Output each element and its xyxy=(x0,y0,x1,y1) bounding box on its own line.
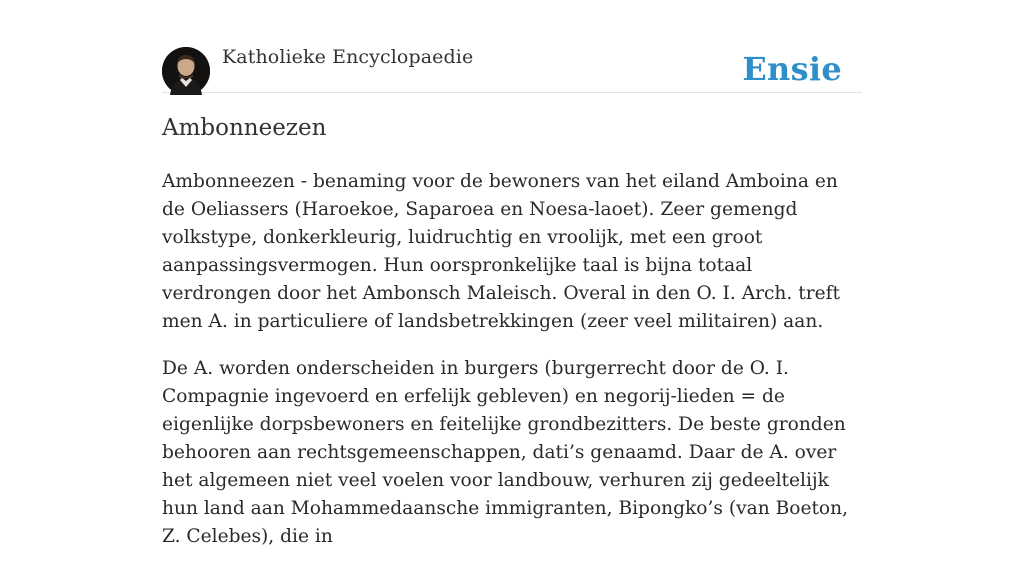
brand-logo[interactable]: Ensie xyxy=(742,50,842,88)
source-title[interactable]: Katholieke Encyclopaedie xyxy=(222,46,474,68)
article-paragraph: De A. worden onderscheiden in burgers (burgerrecht door de O. I. Compagnie ingevoerd en erfelijk gebleven) en negorij-lieden = de eigenlijke dorpsbewoners en feitelijke grondbezitters. De beste gronden behooren aan rechtsgemeenschappen, dati’s genaamd. Daar de A. over het algemeen niet veel voelen voor landbouw, verhuren zij gedeeltelijk hun land aan Mohammedaansche immigranten, Bipongko’s (van Boeton, Z. Celebes), die in xyxy=(162,358,848,547)
article-body xyxy=(162,168,862,570)
site-header xyxy=(162,0,862,93)
article-title: Ambonneezen xyxy=(162,115,327,141)
article-paragraph: Ambonneezen - benaming voor de bewoners van het eiland Amboina en de Oeliassers (Haroekoe, Saparoea en Noesa-laoet). Zeer gemengd volkstype, donkerkleurig, luidruchtig en vroolijk, met een groot aanpassingsvermogen. Hun oorspronkelijke taal is bijna totaal verdrongen door het Ambonsch Maleisch. Overal in den O. I. Arch. treft men A. in particuliere of landsbetrekkingen (zeer veel militairen) aan. xyxy=(162,171,840,332)
portrait-avatar-graphic xyxy=(162,47,210,95)
page-container xyxy=(162,0,862,547)
portrait-avatar-icon[interactable] xyxy=(162,47,210,95)
